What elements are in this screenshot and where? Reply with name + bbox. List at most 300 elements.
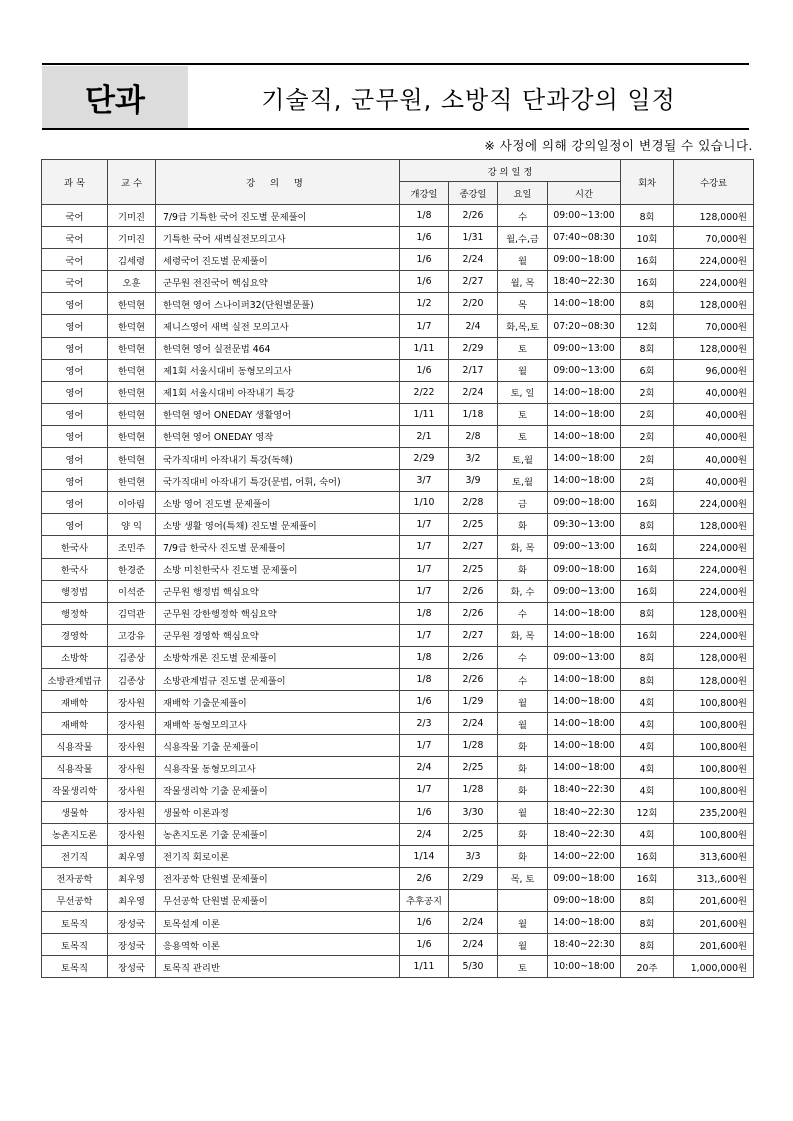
course-name-cell: 군무원 전진국어 핵심요약: [156, 271, 400, 293]
subject-cell: 토목직: [42, 956, 108, 978]
course-name-cell: 한덕현 영어 ONEDAY 영작: [156, 425, 400, 447]
table-row: [42, 293, 754, 315]
time-cell: 18:40~22:30: [548, 779, 621, 801]
subject-cell: 소방관계법규: [42, 668, 108, 690]
day-cell: 화, 목: [498, 536, 548, 558]
sessions-cell: 2회: [621, 381, 674, 403]
subject-cell: 토목직: [42, 934, 108, 956]
day-cell: 토: [498, 337, 548, 359]
sessions-cell: 8회: [621, 646, 674, 668]
end-date-cell: 2/24: [449, 381, 498, 403]
end-date-cell: 2/24: [449, 713, 498, 735]
day-cell: 화: [498, 823, 548, 845]
end-date-cell: 2/24: [449, 249, 498, 271]
start-date-cell: 1/11: [400, 403, 449, 425]
subject-cell: 행정학: [42, 602, 108, 624]
time-cell: 14:00~18:00: [548, 602, 621, 624]
fee-cell: 224,000원: [674, 536, 754, 558]
top-rule: [42, 63, 749, 65]
time-cell: 18:40~22:30: [548, 271, 621, 293]
subject-cell: 작물생리학: [42, 779, 108, 801]
sessions-cell: 2회: [621, 470, 674, 492]
table-row: [42, 470, 754, 492]
end-date-cell: 5/30: [449, 956, 498, 978]
table-row: [42, 271, 754, 293]
course-name-cell: 한덕현 영어 ONEDAY 생활영어: [156, 403, 400, 425]
subject-cell: 토목직: [42, 912, 108, 934]
start-date-cell: 1/10: [400, 492, 449, 514]
col-header-sessions: 회차: [621, 160, 674, 205]
start-date-cell: 1/6: [400, 801, 449, 823]
subject-cell: 농촌지도론: [42, 823, 108, 845]
sessions-cell: 2회: [621, 448, 674, 470]
professor-cell: 한덕현: [108, 381, 156, 403]
subject-cell: 행정법: [42, 580, 108, 602]
start-date-cell: 1/7: [400, 580, 449, 602]
professor-cell: 김종상: [108, 646, 156, 668]
day-cell: 화: [498, 779, 548, 801]
course-name-cell: 토목설계 이론: [156, 912, 400, 934]
sessions-cell: 4회: [621, 823, 674, 845]
course-name-cell: 제니스영어 새벽 실전 모의고사: [156, 315, 400, 337]
fee-cell: 128,000원: [674, 602, 754, 624]
course-name-cell: 재배학 기출문제풀이: [156, 691, 400, 713]
day-cell: 금: [498, 492, 548, 514]
day-cell: 목: [498, 293, 548, 315]
col-header-start: 개강일: [400, 182, 449, 205]
fee-cell: 40,000원: [674, 403, 754, 425]
sessions-cell: 16회: [621, 271, 674, 293]
subject-cell: 전기직: [42, 845, 108, 867]
course-name-cell: 소방 영어 진도별 문제풀이: [156, 492, 400, 514]
day-cell: 목, 토: [498, 867, 548, 889]
start-date-cell: 1/14: [400, 845, 449, 867]
day-cell: 월: [498, 713, 548, 735]
day-cell: 토, 일: [498, 381, 548, 403]
end-date-cell: 2/25: [449, 558, 498, 580]
end-date-cell: 2/28: [449, 492, 498, 514]
sessions-cell: 16회: [621, 624, 674, 646]
course-name-cell: 제1회 서울시대비 아작내기 특강: [156, 381, 400, 403]
start-date-cell: 1/8: [400, 646, 449, 668]
professor-cell: 장성국: [108, 912, 156, 934]
col-header-course: 강 의 명: [156, 160, 400, 205]
time-cell: 09:00~18:00: [548, 249, 621, 271]
professor-cell: 한덕현: [108, 470, 156, 492]
subject-cell: 한국사: [42, 536, 108, 558]
fee-cell: 70,000원: [674, 315, 754, 337]
course-name-cell: 재배학 동형모의고사: [156, 713, 400, 735]
course-name-cell: 소방관계법규 진도별 문제풀이: [156, 668, 400, 690]
day-cell: 월: [498, 934, 548, 956]
subject-cell: 영어: [42, 359, 108, 381]
fee-cell: 70,000원: [674, 227, 754, 249]
table-row: [42, 956, 754, 978]
professor-cell: 장사원: [108, 801, 156, 823]
course-name-cell: 응용역학 이론: [156, 934, 400, 956]
end-date-cell: 3/3: [449, 845, 498, 867]
end-date-cell: 2/24: [449, 912, 498, 934]
fee-cell: 1,000,000원: [674, 956, 754, 978]
fee-cell: 201,600원: [674, 889, 754, 911]
subject-cell: 재배학: [42, 691, 108, 713]
day-cell: 월,수,금: [498, 227, 548, 249]
fee-cell: 224,000원: [674, 492, 754, 514]
table-row: [42, 337, 754, 359]
sessions-cell: 4회: [621, 735, 674, 757]
course-name-cell: 소방 생활 영어(특채) 진도별 문제풀이: [156, 514, 400, 536]
time-cell: 09:00~18:00: [548, 492, 621, 514]
end-date-cell: 1/31: [449, 227, 498, 249]
course-name-cell: 세령국어 진도별 문제풀이: [156, 249, 400, 271]
time-cell: 07:20~08:30: [548, 315, 621, 337]
course-name-cell: 국가직대비 아작내기 특강(문법, 어휘, 숙어): [156, 470, 400, 492]
subject-cell: 영어: [42, 381, 108, 403]
subject-cell: 영어: [42, 492, 108, 514]
table-row: [42, 558, 754, 580]
sessions-cell: 8회: [621, 337, 674, 359]
sessions-cell: 16회: [621, 845, 674, 867]
start-date-cell: 1/7: [400, 558, 449, 580]
col-header-day: 요일: [498, 182, 548, 205]
schedule-change-notice: ※ 사정에 의해 강의일정이 변경될 수 있습니다.: [484, 138, 753, 153]
sessions-cell: 4회: [621, 691, 674, 713]
start-date-cell: 1/11: [400, 337, 449, 359]
course-schedule-table: [41, 159, 754, 978]
end-date-cell: 2/25: [449, 514, 498, 536]
time-cell: 09:00~13:00: [548, 337, 621, 359]
start-date-cell: 2/6: [400, 867, 449, 889]
table-row: [42, 845, 754, 867]
subject-cell: 한국사: [42, 558, 108, 580]
subject-cell: 경영학: [42, 624, 108, 646]
course-name-cell: 군무원 경영학 핵심요약: [156, 624, 400, 646]
start-date-cell: 2/4: [400, 757, 449, 779]
start-date-cell: 2/1: [400, 425, 449, 447]
fee-cell: 128,000원: [674, 668, 754, 690]
table-row: [42, 624, 754, 646]
subject-cell: 영어: [42, 293, 108, 315]
table-row: [42, 381, 754, 403]
col-header-end: 종강일: [449, 182, 498, 205]
subject-cell: 영어: [42, 403, 108, 425]
time-cell: 14:00~18:00: [548, 470, 621, 492]
sessions-cell: 8회: [621, 912, 674, 934]
start-date-cell: 2/4: [400, 823, 449, 845]
fee-cell: 224,000원: [674, 249, 754, 271]
professor-cell: 이아림: [108, 492, 156, 514]
sessions-cell: 8회: [621, 602, 674, 624]
start-date-cell: 2/22: [400, 381, 449, 403]
course-name-cell: 한덕현 영어 실전문법 464: [156, 337, 400, 359]
header-badge: 단과: [42, 66, 188, 128]
start-date-cell: 2/29: [400, 448, 449, 470]
professor-cell: 장성국: [108, 934, 156, 956]
fee-cell: 224,000원: [674, 580, 754, 602]
time-cell: 09:00~13:00: [548, 646, 621, 668]
sessions-cell: 8회: [621, 514, 674, 536]
day-cell: 화: [498, 735, 548, 757]
table-row: [42, 205, 754, 227]
table-row: [42, 646, 754, 668]
end-date-cell: [449, 889, 498, 911]
subject-cell: 재배학: [42, 713, 108, 735]
course-name-cell: 전기직 회로이론: [156, 845, 400, 867]
time-cell: 14:00~18:00: [548, 757, 621, 779]
fee-cell: 128,000원: [674, 293, 754, 315]
subject-cell: 국어: [42, 249, 108, 271]
subject-cell: 소방학: [42, 646, 108, 668]
table-row: [42, 514, 754, 536]
day-cell: 화: [498, 757, 548, 779]
fee-cell: 128,000원: [674, 205, 754, 227]
table-row: [42, 801, 754, 823]
start-date-cell: 1/8: [400, 602, 449, 624]
end-date-cell: 2/27: [449, 271, 498, 293]
professor-cell: 고강유: [108, 624, 156, 646]
professor-cell: 김덕관: [108, 602, 156, 624]
end-date-cell: 2/26: [449, 205, 498, 227]
professor-cell: 한덕현: [108, 403, 156, 425]
fee-cell: 201,600원: [674, 912, 754, 934]
start-date-cell: 1/11: [400, 956, 449, 978]
table-row: [42, 315, 754, 337]
fee-cell: 201,600원: [674, 934, 754, 956]
time-cell: 07:40~08:30: [548, 227, 621, 249]
subject-cell: 영어: [42, 315, 108, 337]
sessions-cell: 8회: [621, 205, 674, 227]
fee-cell: 100,800원: [674, 779, 754, 801]
professor-cell: 한덕현: [108, 359, 156, 381]
day-cell: 월, 목: [498, 271, 548, 293]
day-cell: 토,월: [498, 448, 548, 470]
subject-cell: 영어: [42, 337, 108, 359]
professor-cell: 장사원: [108, 823, 156, 845]
col-header-fee: 수강료: [674, 160, 754, 205]
time-cell: 18:40~22:30: [548, 801, 621, 823]
fee-cell: 40,000원: [674, 381, 754, 403]
day-cell: [498, 889, 548, 911]
sessions-cell: 16회: [621, 867, 674, 889]
sessions-cell: 4회: [621, 779, 674, 801]
sessions-cell: 16회: [621, 580, 674, 602]
day-cell: 화, 목: [498, 624, 548, 646]
start-date-cell: 1/6: [400, 359, 449, 381]
table-body: [42, 205, 754, 978]
subject-cell: 식용작물: [42, 735, 108, 757]
day-cell: 수: [498, 205, 548, 227]
course-name-cell: 전자공학 단원별 문제풀이: [156, 867, 400, 889]
start-date-cell: 3/7: [400, 470, 449, 492]
subject-cell: 국어: [42, 271, 108, 293]
day-cell: 화: [498, 845, 548, 867]
subject-cell: 영어: [42, 448, 108, 470]
end-date-cell: 2/20: [449, 293, 498, 315]
start-date-cell: 1/7: [400, 624, 449, 646]
time-cell: 09:00~13:00: [548, 536, 621, 558]
end-date-cell: 1/29: [449, 691, 498, 713]
fee-cell: 313,600원: [674, 845, 754, 867]
end-date-cell: 1/28: [449, 735, 498, 757]
day-cell: 수: [498, 602, 548, 624]
time-cell: 14:00~18:00: [548, 624, 621, 646]
course-name-cell: 무선공학 단원별 문제풀이: [156, 889, 400, 911]
day-cell: 월: [498, 359, 548, 381]
fee-cell: 235,200원: [674, 801, 754, 823]
start-date-cell: 1/6: [400, 249, 449, 271]
sessions-cell: 16회: [621, 492, 674, 514]
table-row: [42, 492, 754, 514]
table-row: [42, 934, 754, 956]
fee-cell: 40,000원: [674, 448, 754, 470]
sessions-cell: 12회: [621, 315, 674, 337]
fee-cell: 100,800원: [674, 713, 754, 735]
start-date-cell: 1/6: [400, 912, 449, 934]
page-title: 기술직, 군무원, 소방직 단과강의 일정: [261, 85, 676, 114]
col-header-subject: 과 목: [42, 160, 108, 205]
professor-cell: 조민주: [108, 536, 156, 558]
table-row: [42, 602, 754, 624]
subject-cell: 국어: [42, 205, 108, 227]
end-date-cell: 1/18: [449, 403, 498, 425]
time-cell: 14:00~18:00: [548, 448, 621, 470]
time-cell: 10:00~18:00: [548, 956, 621, 978]
time-cell: 18:40~22:30: [548, 823, 621, 845]
col-header-time: 시간: [548, 182, 621, 205]
bottom-rule: [42, 128, 749, 130]
fee-cell: 128,000원: [674, 646, 754, 668]
subject-cell: 무선공학: [42, 889, 108, 911]
fee-cell: 40,000원: [674, 425, 754, 447]
table-row: [42, 359, 754, 381]
subject-cell: 영어: [42, 425, 108, 447]
course-name-cell: 제1회 서울시대비 동형모의고사: [156, 359, 400, 381]
time-cell: 14:00~22:00: [548, 845, 621, 867]
time-cell: 09:00~13:00: [548, 580, 621, 602]
end-date-cell: 2/25: [449, 823, 498, 845]
fee-cell: 224,000원: [674, 271, 754, 293]
time-cell: 14:00~18:00: [548, 912, 621, 934]
day-cell: 월: [498, 801, 548, 823]
page-header: [42, 66, 749, 128]
start-date-cell: 1/7: [400, 315, 449, 337]
end-date-cell: 2/26: [449, 580, 498, 602]
table-row: [42, 691, 754, 713]
professor-cell: 장사원: [108, 757, 156, 779]
table-row: [42, 912, 754, 934]
course-name-cell: 군무원 행정법 핵심요약: [156, 580, 400, 602]
professor-cell: 한경준: [108, 558, 156, 580]
sessions-cell: 2회: [621, 403, 674, 425]
professor-cell: 최우영: [108, 845, 156, 867]
sessions-cell: 8회: [621, 293, 674, 315]
time-cell: 09:00~18:00: [548, 867, 621, 889]
professor-cell: 오훈: [108, 271, 156, 293]
table-row: [42, 757, 754, 779]
professor-cell: 한덕현: [108, 293, 156, 315]
sessions-cell: 2회: [621, 425, 674, 447]
day-cell: 월: [498, 249, 548, 271]
end-date-cell: 3/9: [449, 470, 498, 492]
end-date-cell: 2/25: [449, 757, 498, 779]
time-cell: 09:00~13:00: [548, 359, 621, 381]
sessions-cell: 4회: [621, 713, 674, 735]
sessions-cell: 8회: [621, 889, 674, 911]
time-cell: 14:00~18:00: [548, 381, 621, 403]
sessions-cell: 6회: [621, 359, 674, 381]
fee-cell: 128,000원: [674, 514, 754, 536]
end-date-cell: 2/26: [449, 602, 498, 624]
start-date-cell: 1/7: [400, 735, 449, 757]
day-cell: 화,목,토: [498, 315, 548, 337]
sessions-cell: 20주: [621, 956, 674, 978]
day-cell: 월: [498, 912, 548, 934]
start-date-cell: 1/7: [400, 536, 449, 558]
professor-cell: 최우영: [108, 867, 156, 889]
col-header-schedule: 강 의 일 정: [400, 160, 621, 182]
professor-cell: 장사원: [108, 735, 156, 757]
course-name-cell: 국가직대비 아작내기 특강(독해): [156, 448, 400, 470]
day-cell: 토: [498, 956, 548, 978]
fee-cell: 100,800원: [674, 823, 754, 845]
day-cell: 토: [498, 403, 548, 425]
table-row: [42, 403, 754, 425]
professor-cell: 한덕현: [108, 315, 156, 337]
time-cell: 14:00~18:00: [548, 403, 621, 425]
course-name-cell: 작물생리학 기출 문제풀이: [156, 779, 400, 801]
course-name-cell: 생물학 이론과정: [156, 801, 400, 823]
end-date-cell: 2/29: [449, 867, 498, 889]
end-date-cell: 2/24: [449, 934, 498, 956]
professor-cell: 한덕현: [108, 337, 156, 359]
professor-cell: 한덕현: [108, 448, 156, 470]
end-date-cell: 3/2: [449, 448, 498, 470]
time-cell: 09:30~13:00: [548, 514, 621, 536]
sessions-cell: 10회: [621, 227, 674, 249]
start-date-cell: 1/8: [400, 205, 449, 227]
end-date-cell: 2/8: [449, 425, 498, 447]
end-date-cell: 3/30: [449, 801, 498, 823]
sessions-cell: 16회: [621, 536, 674, 558]
end-date-cell: 2/27: [449, 536, 498, 558]
start-date-cell: 2/3: [400, 713, 449, 735]
table-row: [42, 536, 754, 558]
start-date-cell: 1/6: [400, 271, 449, 293]
table-row: [42, 227, 754, 249]
sessions-cell: 16회: [621, 558, 674, 580]
time-cell: 09:00~18:00: [548, 558, 621, 580]
sessions-cell: 8회: [621, 668, 674, 690]
fee-cell: 224,000원: [674, 624, 754, 646]
start-date-cell: 1/7: [400, 779, 449, 801]
fee-cell: 100,800원: [674, 757, 754, 779]
time-cell: 14:00~18:00: [548, 425, 621, 447]
subject-cell: 전자공학: [42, 867, 108, 889]
sessions-cell: 16회: [621, 249, 674, 271]
professor-cell: 장사원: [108, 779, 156, 801]
professor-cell: 한덕현: [108, 425, 156, 447]
fee-cell: 224,000원: [674, 558, 754, 580]
end-date-cell: 2/27: [449, 624, 498, 646]
course-name-cell: 7/9급 한국사 진도별 문제풀이: [156, 536, 400, 558]
table-row: [42, 735, 754, 757]
start-date-cell: 1/8: [400, 668, 449, 690]
day-cell: 수: [498, 646, 548, 668]
time-cell: 18:40~22:30: [548, 934, 621, 956]
day-cell: 화: [498, 514, 548, 536]
time-cell: 14:00~18:00: [548, 691, 621, 713]
course-name-cell: 식용작물 기출 문제풀이: [156, 735, 400, 757]
